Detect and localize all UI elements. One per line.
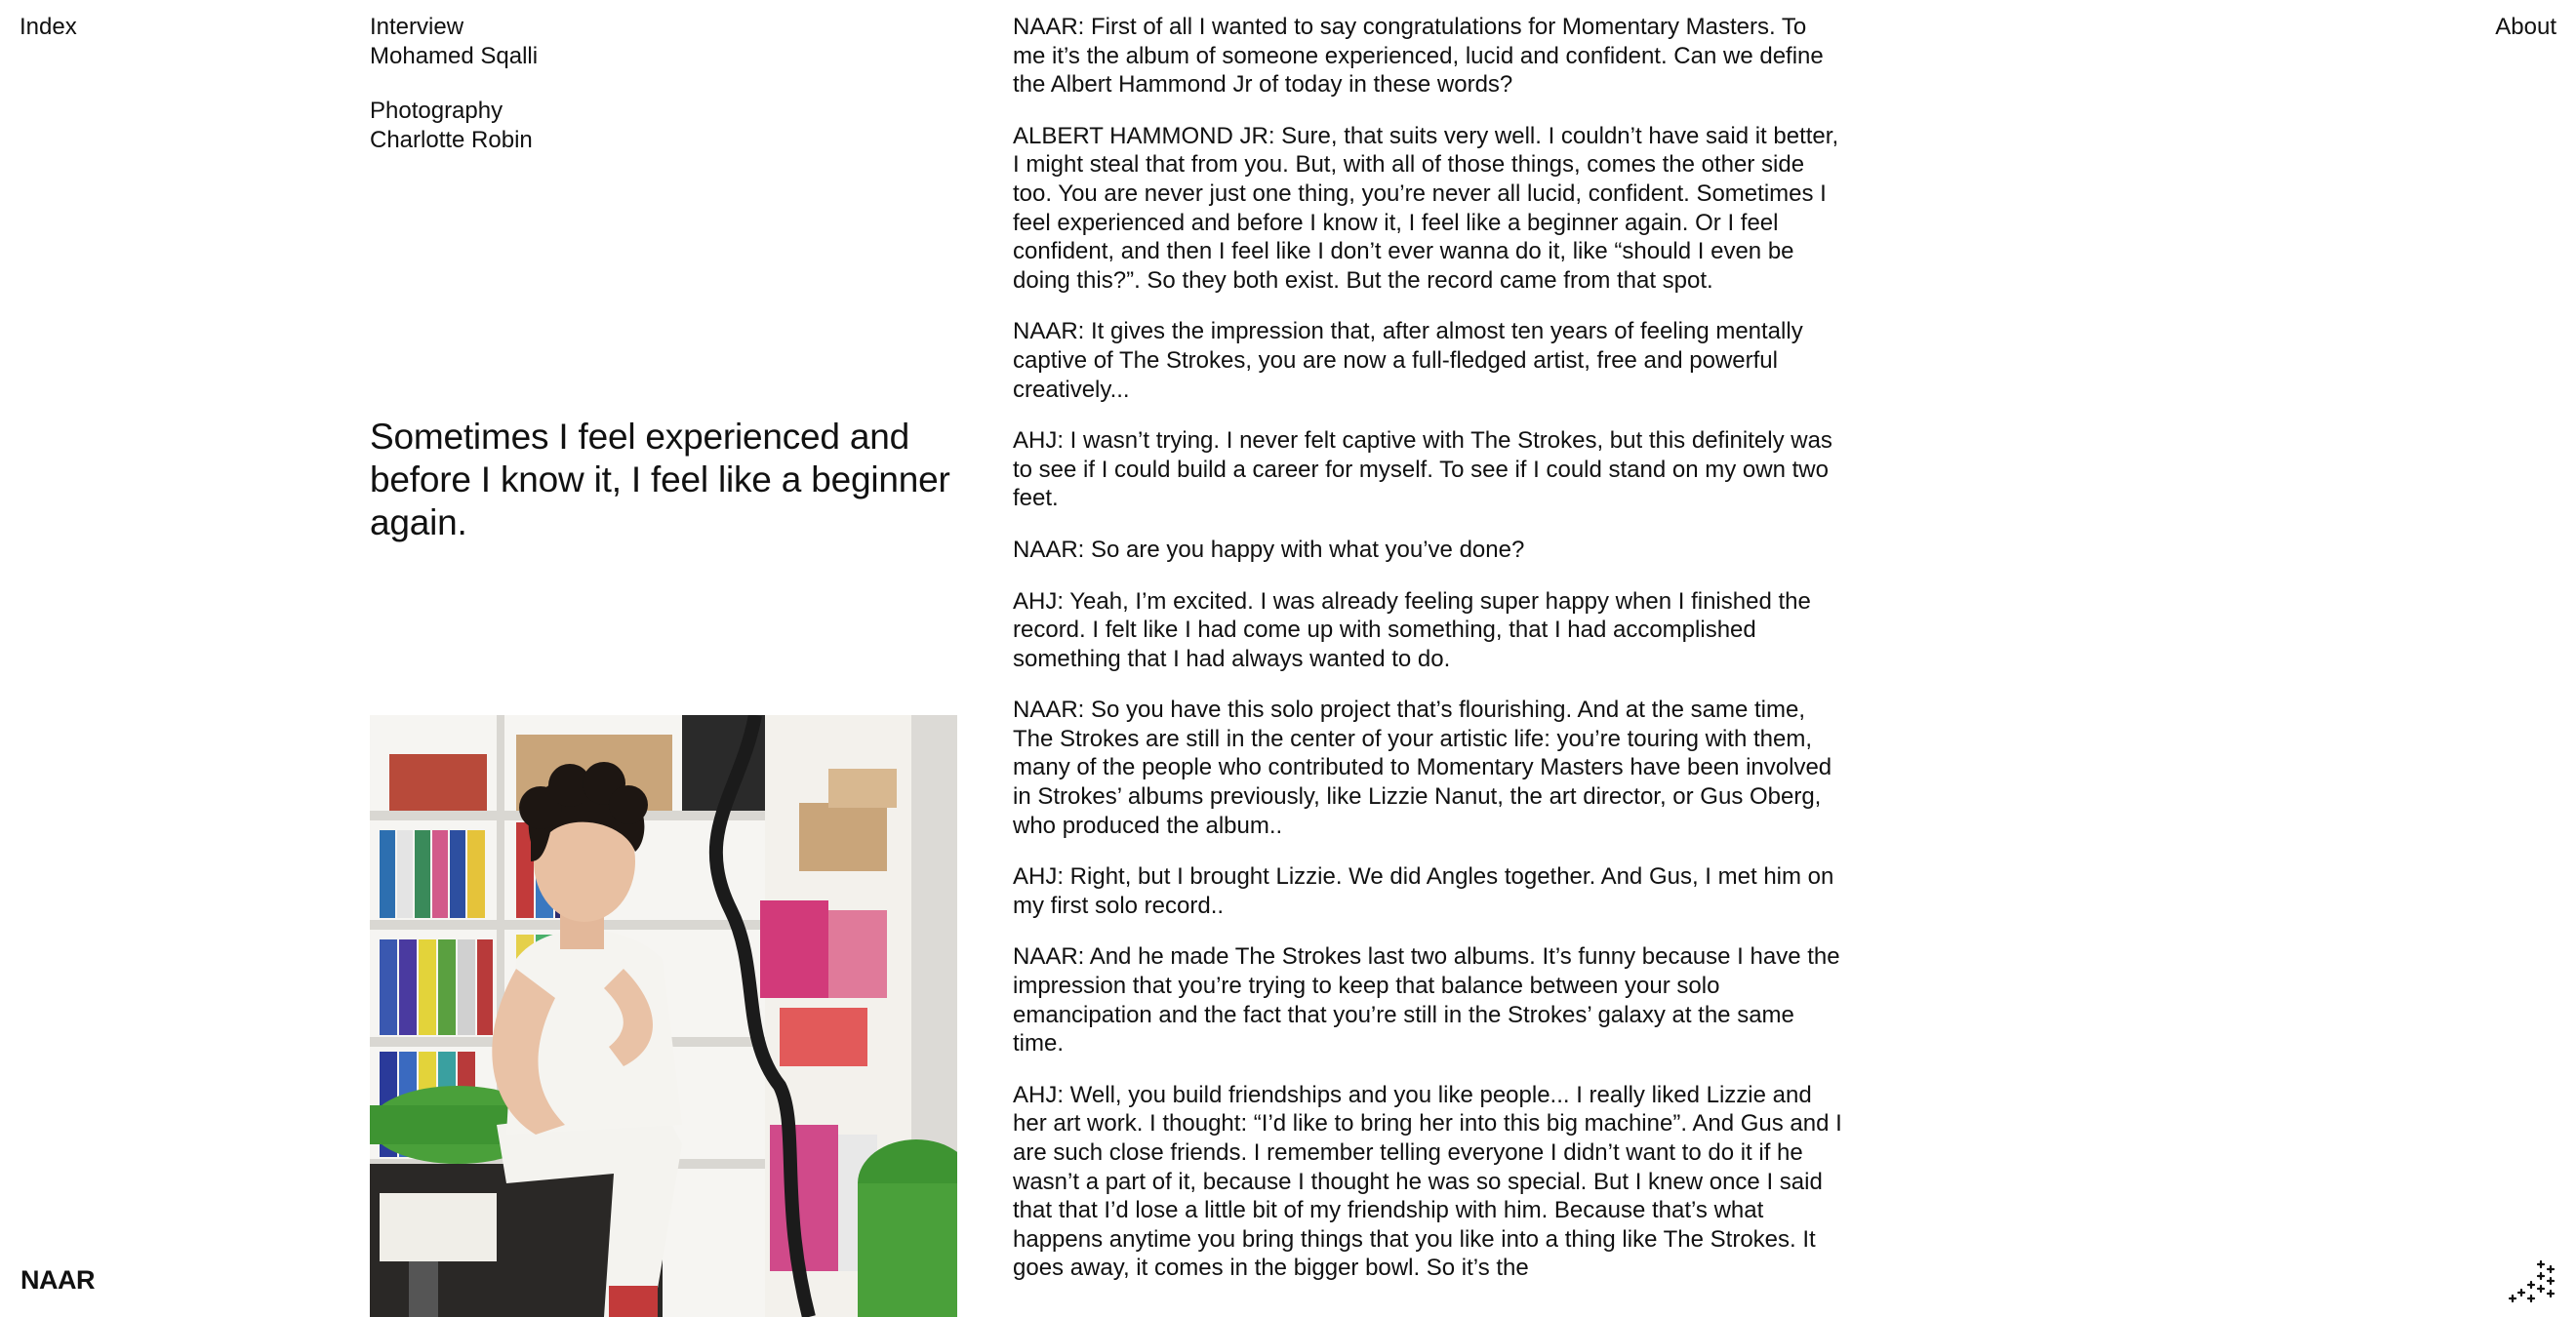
portrait-photo: [370, 715, 957, 1317]
photography-name: Charlotte Robin: [370, 127, 533, 153]
interview-label: Interview: [370, 14, 464, 40]
article-paragraph: NAAR: So are you happy with what you’ve done?: [1013, 536, 1525, 563]
interview-credit: [370, 13, 538, 71]
photography-label: Photography: [370, 98, 503, 124]
article-paragraph: NAAR: First of all I wanted to say congratulations for Momentary Masters. To me it’s the album of someone experienced, lucid and confident. Can we define the Albert Hammond Jr of today in these words?: [1013, 14, 1824, 99]
dots-grid-icon[interactable]: [2508, 1258, 2558, 1303]
interview-name: Mohamed Sqalli: [370, 43, 539, 69]
portrait-photo-illustration: [370, 715, 957, 1317]
index-link[interactable]: Index: [20, 14, 77, 40]
naar-logo[interactable]: NAAR: [20, 1265, 95, 1295]
article-paragraph: NAAR: And he made The Strokes last two albums. It’s funny because I have the impression that you’re trying to keep that balance between your solo emancipation and the fact that you’re still in the Strokes’ galaxy at the same time.: [1013, 943, 1840, 1058]
photography-credit: [370, 97, 538, 155]
article-paragraph: ALBERT HAMMOND JR: Sure, that suits very well. I couldn’t have said it better, I might steal that from you. But, with all of those things, comes the other side too. You are never just one thing, you’re never all lucid, confident. Sometimes I feel experienced and before I know it, I feel like a beginner again. Or I feel confident, and then I feel like I don’t ever wanna do it, like “should I even be doing this?”. So they both exist. But the record came from that spot.: [1013, 122, 1839, 294]
article-paragraph: AHJ: Well, you build friendships and you like people... I really liked Lizzie and her art work. I thought: “I’d like to bring her into this big machine”. And Gus and I are such close friends. I remember telling everyone I didn’t want to do it if he wasn’t a part of it, because I thought he was so special. But I knew once I said that that I’d lose a little bit of my friendship with him. Because that’s what happens anytime you bring things that you like into a thing like The Strokes. It goes away, it comes in the bigger bowl. So it’s the: [1013, 1081, 1842, 1282]
credits: [370, 13, 538, 180]
article-paragraph: AHJ: Right, but I brought Lizzie. We did Angles together. And Gus, I met him on my first solo record..: [1013, 863, 1834, 919]
article-paragraph: AHJ: I wasn’t trying. I never felt captive with The Strokes, but this definitely was to see if I could build a career for myself. To see if I could stand on my own two feet.: [1013, 427, 1832, 512]
article-paragraph: AHJ: Yeah, I’m excited. I was already feeling super happy when I finished the record. I felt like I had come up with something, that I had accomplished something that I had always wanted to do.: [1013, 587, 1811, 672]
about-link[interactable]: About: [2495, 14, 2556, 40]
pull-quote: Sometimes I feel experienced and before I know it, I feel like a beginner again.: [370, 417, 950, 542]
article-paragraph: NAAR: So you have this solo project that’s flourishing. And at the same time, The Strokes are still in the center of your artistic life: you’re touring with them, many of the people who contributed to Momentary Masters have been involved in Strokes’ albums previously, like Lizzie Nanut, the art director, or Gus Oberg, who produced the album..: [1013, 697, 1832, 839]
interview-article: [1013, 13, 1842, 1305]
article-paragraph: NAAR: It gives the impression that, after almost ten years of feeling mentally captive of The Strokes, you are now a full-fledged artist, free and powerful creatively...: [1013, 318, 1803, 403]
